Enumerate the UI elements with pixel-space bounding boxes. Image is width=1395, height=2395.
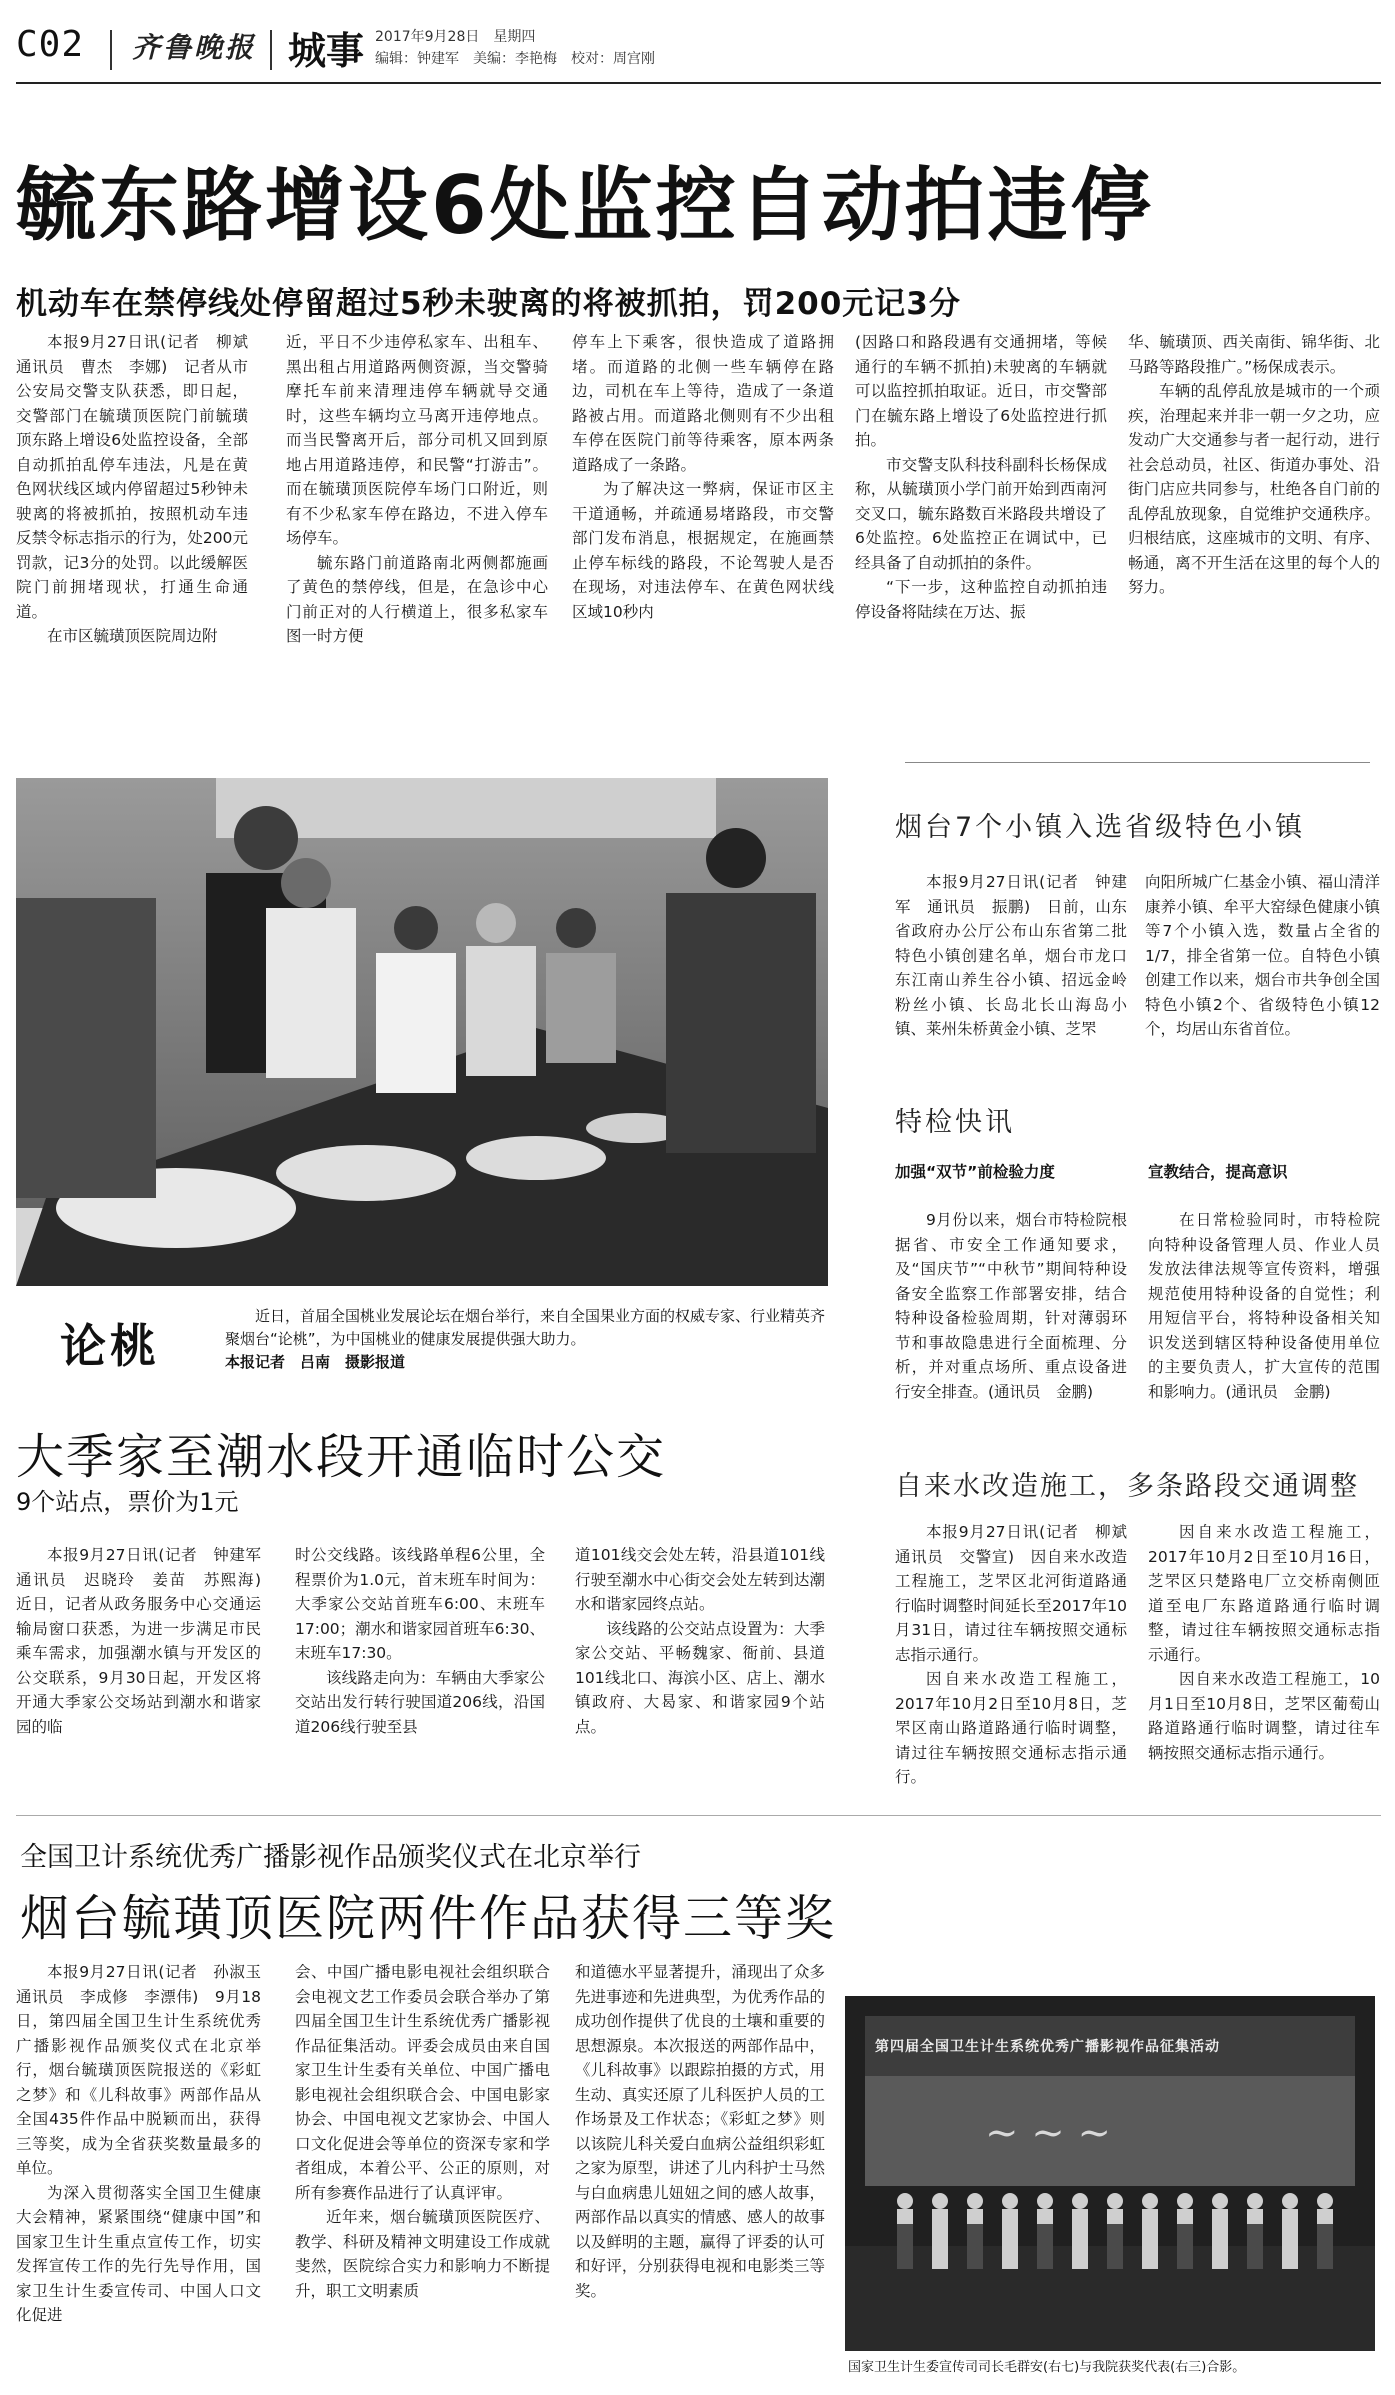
header-divider xyxy=(110,30,112,70)
paragraph: 时公交线路。该线路单程6公里，全程票价为1.0元，首末班车时间为：大季家公交站首班车6:00、末班车17:00；潮水和谐家园首班车6:30、末班车17:30。 xyxy=(295,1546,545,1662)
paragraph: 道101线交会处左转，沿县道101线行驶至潮水中心街交会处左转到达潮水和谐家园终点站。 xyxy=(575,1546,825,1613)
svg-text:~ ~ ~: ~ ~ ~ xyxy=(985,2110,1111,2156)
story2-col2 xyxy=(1145,870,1380,1042)
staff-line: 编辑：钟建军 美编：李艳梅 校对：周宫刚 xyxy=(375,51,655,67)
story4-col2 xyxy=(295,1543,545,1739)
headline-water-works: 自来水改造施工，多条路段交通调整 xyxy=(895,1471,1359,1502)
paragraph: 为深入贯彻落实全国卫生健康大会精神，紧紧围绕“健康中国”和国家卫生计生重点宣传工作，切实发挥宣传工作的先行先导作用，国家卫生计生委宣传司、中国人口文化促进 xyxy=(16,2183,261,2324)
paragraph: 向阳所城广仁基金小镇、福山清洋康养小镇、牟平大窑绿色健康小镇等7个小镇入选，数量占全省的1/7，排全省第一位。自特色小镇创建工作以来，烟台市共争创全国特色小镇2个、省级特色小镇12个，均居山东省首位。 xyxy=(1145,873,1380,1038)
paragraph: 该线路的公交站点设置为：大季家公交站、平畅魏家、衙前、县道101线北口、海滨小区、店上、潮水镇政府、大曷家、和谐家园9个站点。 xyxy=(575,1619,825,1736)
subhead-inspection-right: 宣教结合，提高意识 xyxy=(1148,1163,1288,1181)
paragraph: 为了解决这一弊病，保证市区主干道通畅，并疏通易堵路段，市交警部门发布消息，根据规定，在施画禁止停车标线的路段，不论驾驶人是否在现场，对违法停车、在黄色网状线区域10秒内 xyxy=(572,480,834,621)
paragraph: 本报9月27日讯(记者 柳斌 通讯员 曹杰 李娜) 记者从市公安局交警支队获悉，即日起，交警部门在毓璜顶医院门前毓璜顶东路上增设6处监控设备，全部自动抓拍乱停车违法，凡是在黄色网状线区域内停留超过5秒钟未驶离的将被抓拍，按照机动车违反禁令标志指示的行为，处200元罚款，记3分的处罚。以此缓解医院门前拥堵现状，打通生命通道。 xyxy=(16,333,264,621)
paragraph: 停车上下乘客，很快造成了道路拥堵。而道路的北侧一些车辆停在路边，司机在车上等待，造成了一条道路被占用。而道路北侧则有不少出租车停在医院门前等待乘客，原本两条道路成了一条路。 xyxy=(572,333,834,474)
subheadline-1: 机动车在禁停线处停留超过5秒未驶离的将被抓拍，罚200元记3分 xyxy=(16,286,961,322)
story3-col1 xyxy=(895,1208,1127,1404)
headline-small-towns: 烟台7个小镇入选省级特色小镇 xyxy=(895,812,1306,843)
paragraph: 近，平日不少违停私家车、出租车、黑出租占用道路两侧资源，当交警骑摩托车前来清理违停车辆就导交通时，这些车辆均立马离开违停地点。而当民警离开后，部分司机又回到原地占用道路违停，和民警“打游击”。而在毓璜顶医院停车场门口附近，则有不少私家车停在路边，不进入停车场停车。 xyxy=(286,333,548,547)
story4-col1 xyxy=(16,1543,277,1739)
paragraph: 本报9月27日讯(记者 钟建军 通讯员 振鹏) 日前，山东省政府办公厅公布山东省第二批特色小镇创建名单，烟台市龙口东江南山养生谷小镇、招远金岭粉丝小镇、长岛北长山海岛小镇、莱州朱桥黄金小镇、芝罘 xyxy=(895,873,1127,1038)
story1-col3 xyxy=(572,330,834,624)
story3-col2 xyxy=(1148,1208,1380,1404)
photo-caption: 近日，首届全国桃业发展论坛在烟台举行，来自全国果业方面的权威专家、行业精英齐聚烟台“论桃”，为中国桃业的健康发展提供强大助力。 xyxy=(225,1307,826,1348)
news-photo-award-ceremony xyxy=(845,1996,1375,2351)
paragraph: 车辆的乱停乱放是城市的一个顽疾，治理起来并非一朝一夕之功，应发动广大交通参与者一起行动，进行社会总动员，社区、街道办事处、沿街门店应共同参与，杜绝各自门前的乱停乱放现象，自觉维护交通秩序。归根结底，这座城市的文明、有序、畅通，离不开生活在这里的每个人的努力。 xyxy=(1128,382,1380,596)
paragraph: 因自来水改造工程施工，10月1日至10月8日，芝罘区葡萄山路道路通行临时调整，请过往车辆按照交通标志指示通行。 xyxy=(1148,1670,1380,1762)
newspaper-logo: 齐鲁晚报 xyxy=(132,31,257,64)
story6-col3 xyxy=(575,1960,825,2303)
story6-col2 xyxy=(295,1960,550,2303)
story1-col1 xyxy=(16,330,264,649)
story5-col2 xyxy=(1148,1520,1380,1765)
story1-col4 xyxy=(855,330,1107,624)
paragraph: 本报9月27日讯(记者 孙淑玉 通讯员 李成修 李漂伟) 9月18日，第四届全国卫生计生系统优秀广播影视作品颁奖仪式在北京举行，烟台毓璜顶医院报送的《彩虹之梦》和《儿科故事》两部作品从全国435件作品中脱颖而出，获得三等奖，成为全省获奖数量最多的单位。 xyxy=(16,1963,277,2177)
section-title: 城事 xyxy=(288,28,365,73)
paragraph: (因路口和路段遇有交通拥堵，等候通行的车辆不抓拍)未驶离的车辆就可以监控抓拍取证。近日，市交警部门在毓东路上增设了6处监控进行抓拍。 xyxy=(855,333,1107,449)
photo-banner-text: 第四届全国卫生计生系统优秀广播影视作品征集活动 xyxy=(875,2039,1220,2055)
photo-credit: 本报记者 吕南 摄影报道 xyxy=(225,1353,406,1371)
paragraph: 本报9月27日讯(记者 钟建军 通讯员 迟晓玲 姜苗 苏熙海) 近日，记者从政务服务中心交通运输局窗口获悉，为进一步满足市民乘车需求，加强潮水镇与开发区的公交联系，9月30日起，开发区将开通大季家公交场站到潮水和谐家园的临 xyxy=(16,1546,277,1736)
news-photo-peach-forum xyxy=(16,778,828,1286)
story5-col1 xyxy=(895,1520,1143,1790)
photo-illustration xyxy=(16,778,828,1286)
subhead-inspection-left: 加强“双节”前检验力度 xyxy=(895,1163,1055,1181)
story6-col1 xyxy=(16,1960,277,2328)
header-rule xyxy=(16,82,1381,84)
headline-1: 毓东路增设6处监控自动拍违停 xyxy=(16,159,1154,252)
paragraph: 在市区毓璜顶医院周边附 xyxy=(47,627,218,645)
paragraph: 本报9月27日讯(记者 柳斌 通讯员 交警宣) 因自来水改造工程施工，芝罘区北河街道路通行临时调整时间延长至2017年10月31日，请过往车辆按照交通标志指示通行。 xyxy=(895,1523,1143,1664)
story4-col3 xyxy=(575,1543,825,1739)
section-divider xyxy=(16,1815,1381,1816)
paragraph: 在日常检验同时，市特检院向特种设备管理人员、作业人员发放法律法规等宣传资料，增强规范使用特种设备的自觉性；利用短信平台，将特种设备相关知识发送到辖区特种设备使用单位的主要负责人，扩大宣传的范围和影响力。(通讯员 金鹏) xyxy=(1148,1211,1380,1401)
paragraph: 毓东路门前道路南北两侧都施画了黄色的禁停线，但是，在急诊中心门前正对的人行横道上，很多私家车图一时方便 xyxy=(286,553,548,645)
headline-inspection-news: 特检快讯 xyxy=(895,1107,1015,1138)
headline-award: 烟台毓璜顶医院两件作品获得三等奖 xyxy=(20,1890,837,1947)
photo-title: 论桃 xyxy=(60,1319,160,1373)
paragraph: 和道德水平显著提升，涌现出了众多先进事迹和先进典型，为优秀作品的成功创作提供了优良的土壤和重要的思想源泉。本次报送的两部作品中，《儿科故事》以跟踪拍摄的方式，用生动、真实还原了儿科医护人员的工作场景及工作状态；《彩虹之梦》则以该院儿科关爱白血病公益组织彩虹之家为原型，讲述了儿内科护士马然与白血病患儿妞妞之间的感人故事，两部作品以真实的情感、感人的故事以及鲜明的主题，赢得了评委的认可和好评，分别获得电视和电影类三等奖。 xyxy=(575,1963,825,2300)
section-divider xyxy=(905,762,1370,763)
kicker-award: 全国卫计系统优秀广播影视作品颁奖仪式在北京举行 xyxy=(20,1842,641,1873)
paragraph: 会、中国广播电影电视社会组织联合会电视文艺工作委员会联合举办了第四届全国卫生计生系统优秀广播影视作品征集活动。评委会成员由来自国家卫生计生委有关单位、中国广播电影电视社会组织联合会、中国电影家协会、中国电视文艺家协会、中国人口文化促进会等单位的资深专家和学者组成，本着公平、公正的原则，对所有参赛作品进行了认真评审。 xyxy=(295,1963,550,2202)
header-divider xyxy=(270,30,272,70)
story1-col2 xyxy=(286,330,548,649)
photo-caption: 国家卫生计生委宣传司司长毛群安(右七)与我院获奖代表(右三)合影。 xyxy=(848,2360,1246,2375)
date-line: 2017年9月28日 星期四 xyxy=(375,29,536,45)
paragraph: 因自来水改造工程施工，2017年10月2日至10月16日，芝罘区只楚路电厂立交桥南侧匝道至电厂东路道路通行临时调整，请过往车辆按照交通标志指示通行。 xyxy=(1148,1523,1380,1664)
paragraph: 近年来，烟台毓璜顶医院医疗、教学、科研及精神文明建设工作成就斐然，医院综合实力和影响力不断提升，职工文明素质 xyxy=(295,2208,550,2300)
paragraph: “下一步，这种监控自动抓拍违停设备将陆续在万达、振 xyxy=(855,578,1107,621)
paragraph: 市交警支队科技科副科长杨保成称，从毓璜顶小学门前开始到西南河交叉口，毓东路数百米路段共增设了6处监控。6处监控正在调试中，已经具备了自动抓拍的条件。 xyxy=(855,455,1107,572)
paragraph: 9月份以来，烟台市特检院根据省、市安全工作通知要求，及“国庆节”“中秋节”期间特种设备安全监察工作部署安排，结合特种设备检验周期，针对薄弱环节和事故隐患进行全面梳理、分析，并对重点场所、重点设备进行安全排查。(通讯员 金鹏) xyxy=(895,1211,1127,1401)
subheadline-bus: 9个站点，票价为1元 xyxy=(16,1488,239,1516)
headline-bus: 大季家至潮水段开通临时公交 xyxy=(16,1429,667,1485)
story2-col1 xyxy=(895,870,1127,1042)
page-number: C02 xyxy=(16,24,85,65)
paragraph: 华、毓璜顶、西关南街、锦华街、北马路等路段推广。”杨保成表示。 xyxy=(1128,333,1380,376)
paragraph: 该线路走向为：车辆由大季家公交站出发行转行驶国道206线，沿国道206线行驶至县 xyxy=(295,1668,545,1736)
story1-col5 xyxy=(1128,330,1380,600)
paragraph: 因自来水改造工程施工，2017年10月2日至10月8日，芝罘区南山路道路通行临时调整，请过往车辆按照交通标志指示通行。 xyxy=(895,1670,1127,1786)
